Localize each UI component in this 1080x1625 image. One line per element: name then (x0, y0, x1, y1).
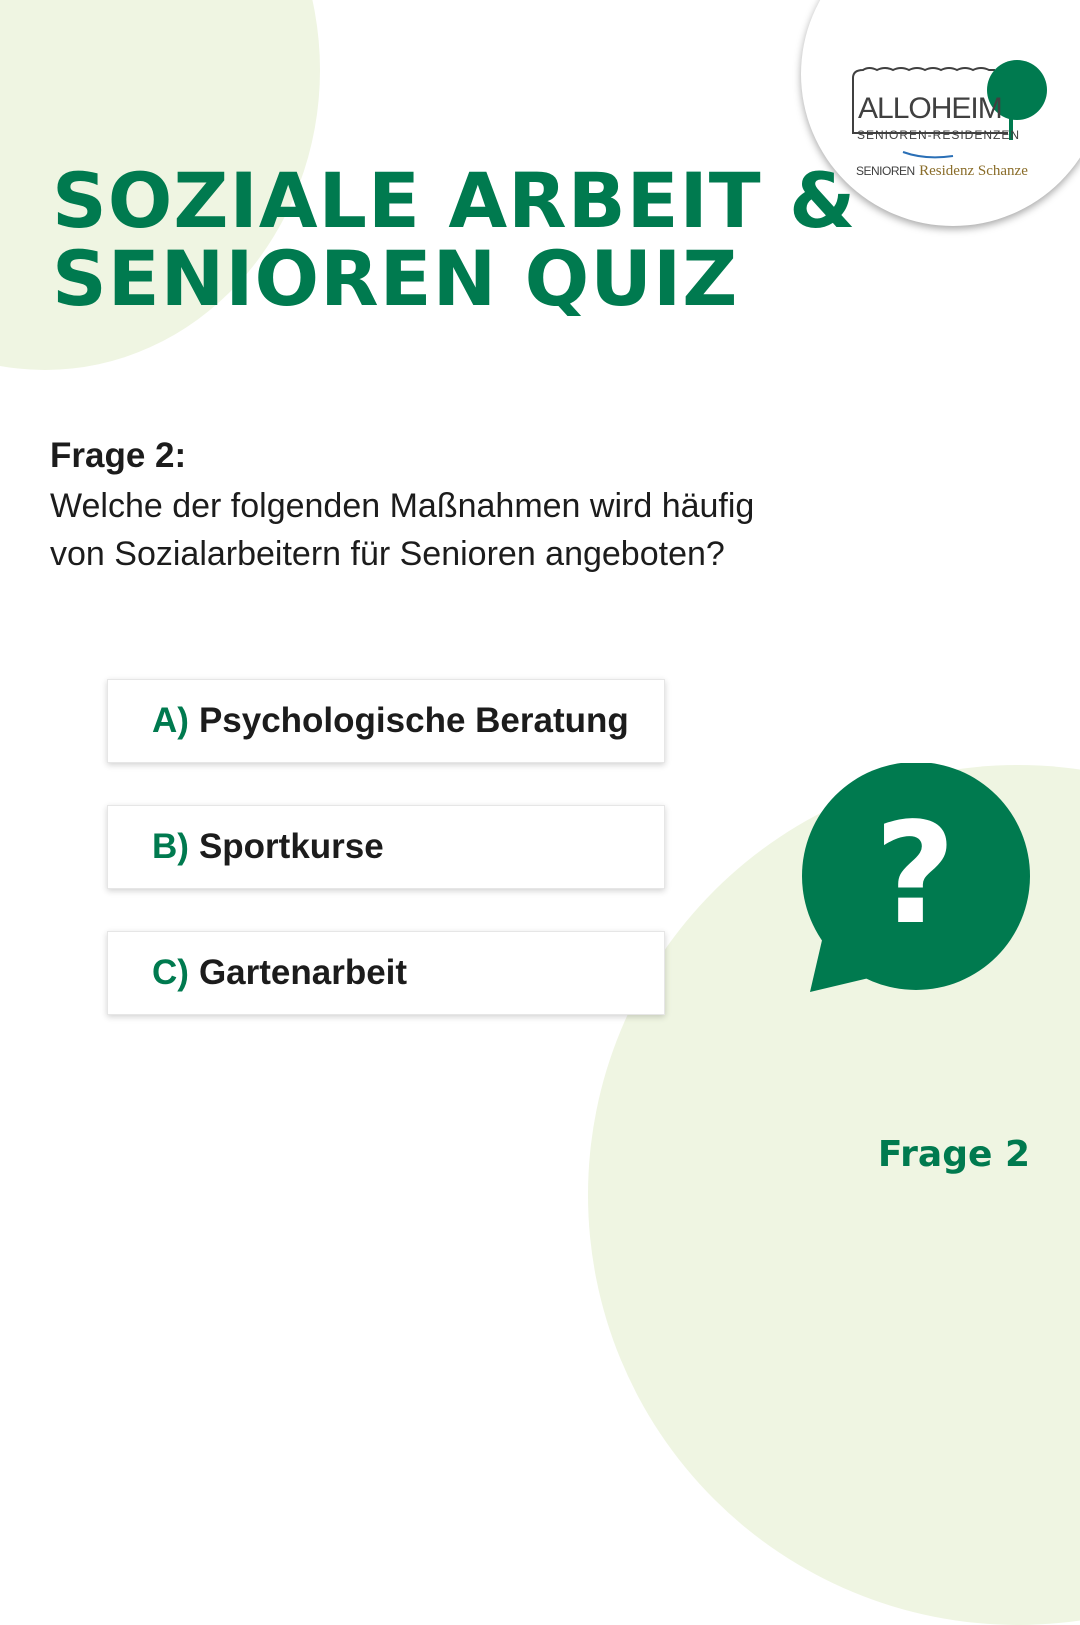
answer-option-a[interactable] (107, 679, 665, 763)
answer-text: Sportkurse (198, 827, 384, 866)
question-label: Frage 2: (50, 436, 187, 475)
answer-letter: A) (152, 701, 189, 740)
logo-tagline-main: Residenz Schanze (919, 163, 1028, 179)
logo-wordmark: ALLOHEIM (858, 92, 1002, 125)
page-title-line-1: SOZIALE ARBEIT & (52, 156, 857, 245)
question-number-label: Frage 2 (877, 1134, 1030, 1175)
page-title (52, 156, 857, 323)
answer-letter: B) (152, 827, 189, 866)
question-bubble-icon: ? (874, 793, 956, 956)
page-title-line-2: SENIOREN QUIZ (52, 234, 739, 323)
logo-tagline-prefix: SENIOREN (856, 164, 915, 178)
logo-subtitle: SENIOREN-RESIDENZEN (857, 128, 1021, 142)
answer-text: Psychologische Beratung (198, 701, 629, 740)
logo-tagline (856, 162, 1028, 180)
answer-letter: C) (152, 953, 189, 992)
question-text: Welche der folgenden Maßnahmen wird häufig von Sozialarbeitern für Senioren angeboten? (50, 487, 755, 573)
answer-option-b[interactable] (107, 805, 665, 889)
answer-option-c[interactable] (107, 931, 665, 1015)
answer-text: Gartenarbeit (198, 953, 408, 992)
